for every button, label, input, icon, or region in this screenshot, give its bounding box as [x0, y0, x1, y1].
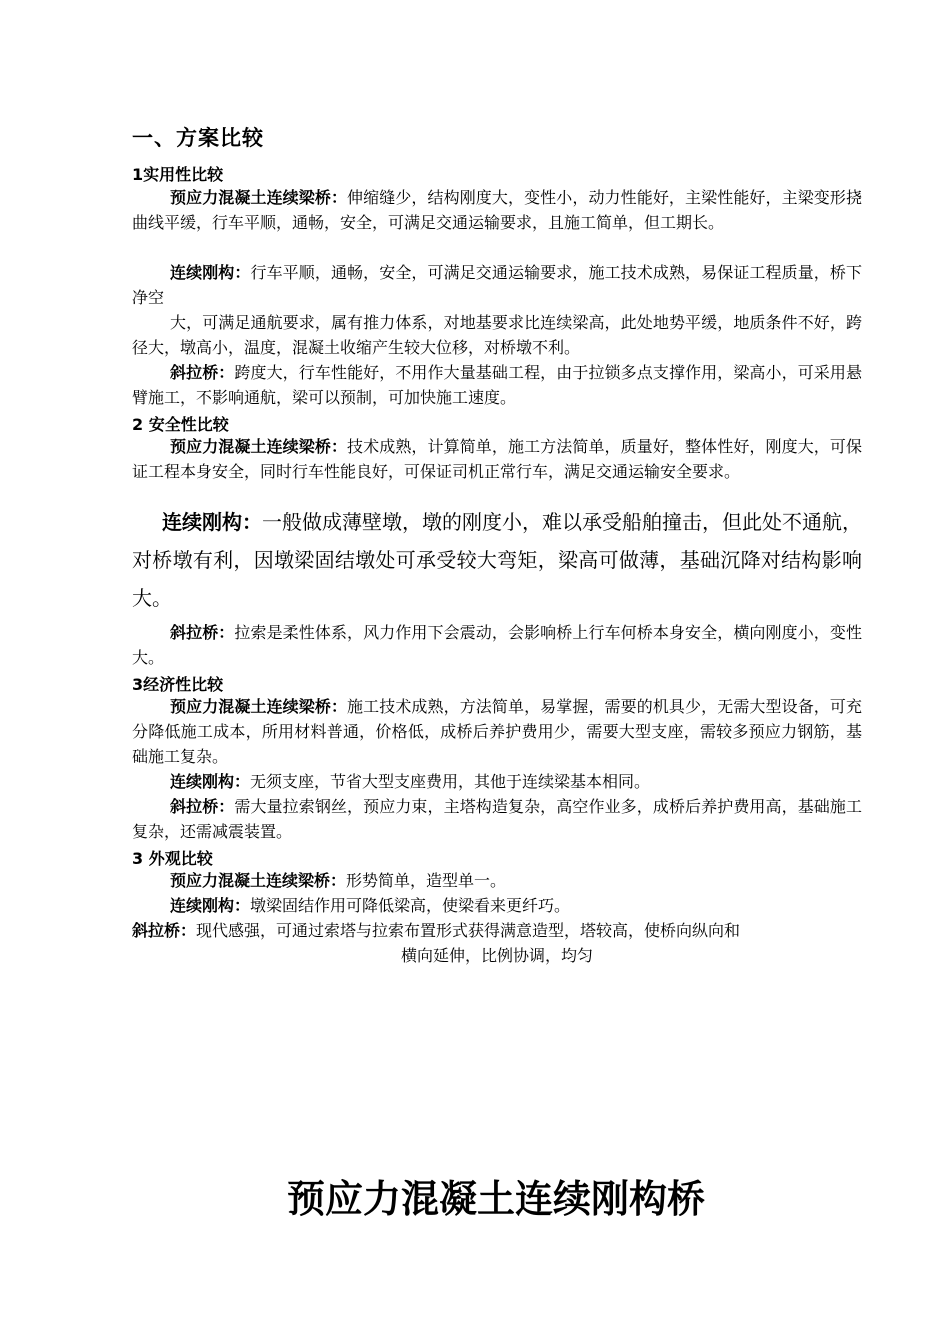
paragraph-text: 拉索是柔性体系，风力作用下会震动，会影响桥上行车何桥本身安全，横向刚度小，变性大。 [132, 623, 862, 667]
paragraph-text: 现代感强，可通过索塔与拉索布置形式获得满意造型，塔较高，使桥向纵向和 [196, 921, 741, 940]
term-label: 连续刚构： [162, 510, 262, 534]
paragraph-text: 大，可满足通航要求，属有推力体系，对地基要求比连续梁高，此处地势平缓，地质条件不好，跨径大，墩高小，温度，混凝土收缩产生较大位移，对桥墩不利。 [132, 313, 862, 357]
paragraph-s2-continuous-girder [132, 434, 862, 484]
paragraph-s2-rigid-frame [132, 503, 862, 617]
paragraph-s3-continuous-girder [132, 694, 862, 769]
section-title-practicality: 1实用性比较 [132, 165, 224, 184]
term-label: 预应力混凝土连续梁桥： [170, 871, 347, 890]
paragraph-s1-rigid-frame [132, 260, 862, 310]
term-label: 预应力混凝土连续梁桥： [170, 437, 348, 456]
paragraph-text: 技术成熟，计算简单，施工方法简单，质量好，整体性好，刚度大，可保证工程本身安全，同时行车性能良好，可保证司机正常行车，满足交通运输安全要求。 [132, 437, 862, 481]
doc-heading: 一、方案比较 [132, 126, 264, 150]
section-title-appearance: 3 外观比较 [132, 849, 213, 868]
paragraph-s1-rigid-frame-cont [132, 310, 862, 360]
big-title: 预应力混凝土连续刚构桥 [286, 1177, 705, 1221]
paragraph-s4-cable-stayed [132, 918, 862, 943]
paragraph-s2-cable-stayed [132, 620, 862, 670]
paragraph-text: 墩梁固结作用可降低梁高，使梁看来更纤巧。 [250, 896, 571, 915]
section-title-safety: 2 安全性比较 [132, 415, 229, 434]
term-label: 斜拉桥： [170, 363, 235, 382]
term-label: 斜拉桥： [170, 797, 235, 816]
paragraph-s4-cable-stayed-cont [132, 943, 862, 968]
term-label: 连续刚构： [170, 896, 251, 915]
paragraph-text: 跨度大，行车性能好，不用作大量基础工程，由于拉锁多点支撑作用，梁高小，可采用悬臂施工，不影响通航，梁可以预制，可加快施工速度。 [132, 363, 862, 407]
paragraph-text: 行车平顺，通畅，安全，可满足交通运输要求，施工技术成熟，易保证工程质量，桥下净空 [132, 263, 862, 307]
section-title-economy: 3经济性比较 [132, 675, 224, 694]
paragraph-text: 横向延伸，比例协调，均匀 [400, 946, 593, 965]
term-label: 斜拉桥： [132, 921, 197, 940]
paragraph-s4-rigid-frame [132, 893, 862, 918]
paragraph-s1-cable-stayed [132, 360, 862, 410]
paragraph-text: 施工技术成熟，方法简单，易掌握，需要的机具少，无需大型设备，可充分降低施工成本，所用材料普通，价格低，成桥后养护费用少，需要大型支座，需较多预应力钢筋，基础施工复杂。 [132, 697, 862, 766]
term-label: 连续刚构： [170, 772, 251, 791]
paragraph-text: 伸缩缝少，结构刚度大，变性小，动力性能好，主梁性能好，主梁变形挠曲线平缓，行车平顺，通畅，安全，可满足交通运输要求，且施工简单，但工期长。 [132, 188, 862, 232]
paragraph-s3-cable-stayed [132, 794, 862, 844]
term-label: 连续刚构： [170, 263, 251, 282]
paragraph-s3-rigid-frame [132, 769, 862, 794]
paragraph-text: 需大量拉索钢丝，预应力束，主塔构造复杂，高空作业多，成桥后养护费用高，基础施工复杂，还需减震装置。 [132, 797, 862, 841]
paragraph-s4-continuous-girder [132, 868, 862, 893]
paragraph-text: 无须支座，节省大型支座费用，其他于连续梁基本相同。 [250, 772, 651, 791]
paragraph-text: 一般做成薄壁墩，墩的刚度小，难以承受船舶撞击，但此处不通航，对桥墩有利，因墩梁固结墩处可承受较大弯矩，梁高可做薄，基础沉降对结构影响大。 [132, 510, 862, 610]
term-label: 预应力混凝土连续梁桥： [170, 697, 348, 716]
paragraph-s1-continuous-girder [132, 185, 862, 235]
term-label: 预应力混凝土连续梁桥： [170, 188, 348, 207]
term-label: 斜拉桥： [170, 623, 235, 642]
paragraph-text: 形势简单，造型单一。 [346, 871, 507, 890]
